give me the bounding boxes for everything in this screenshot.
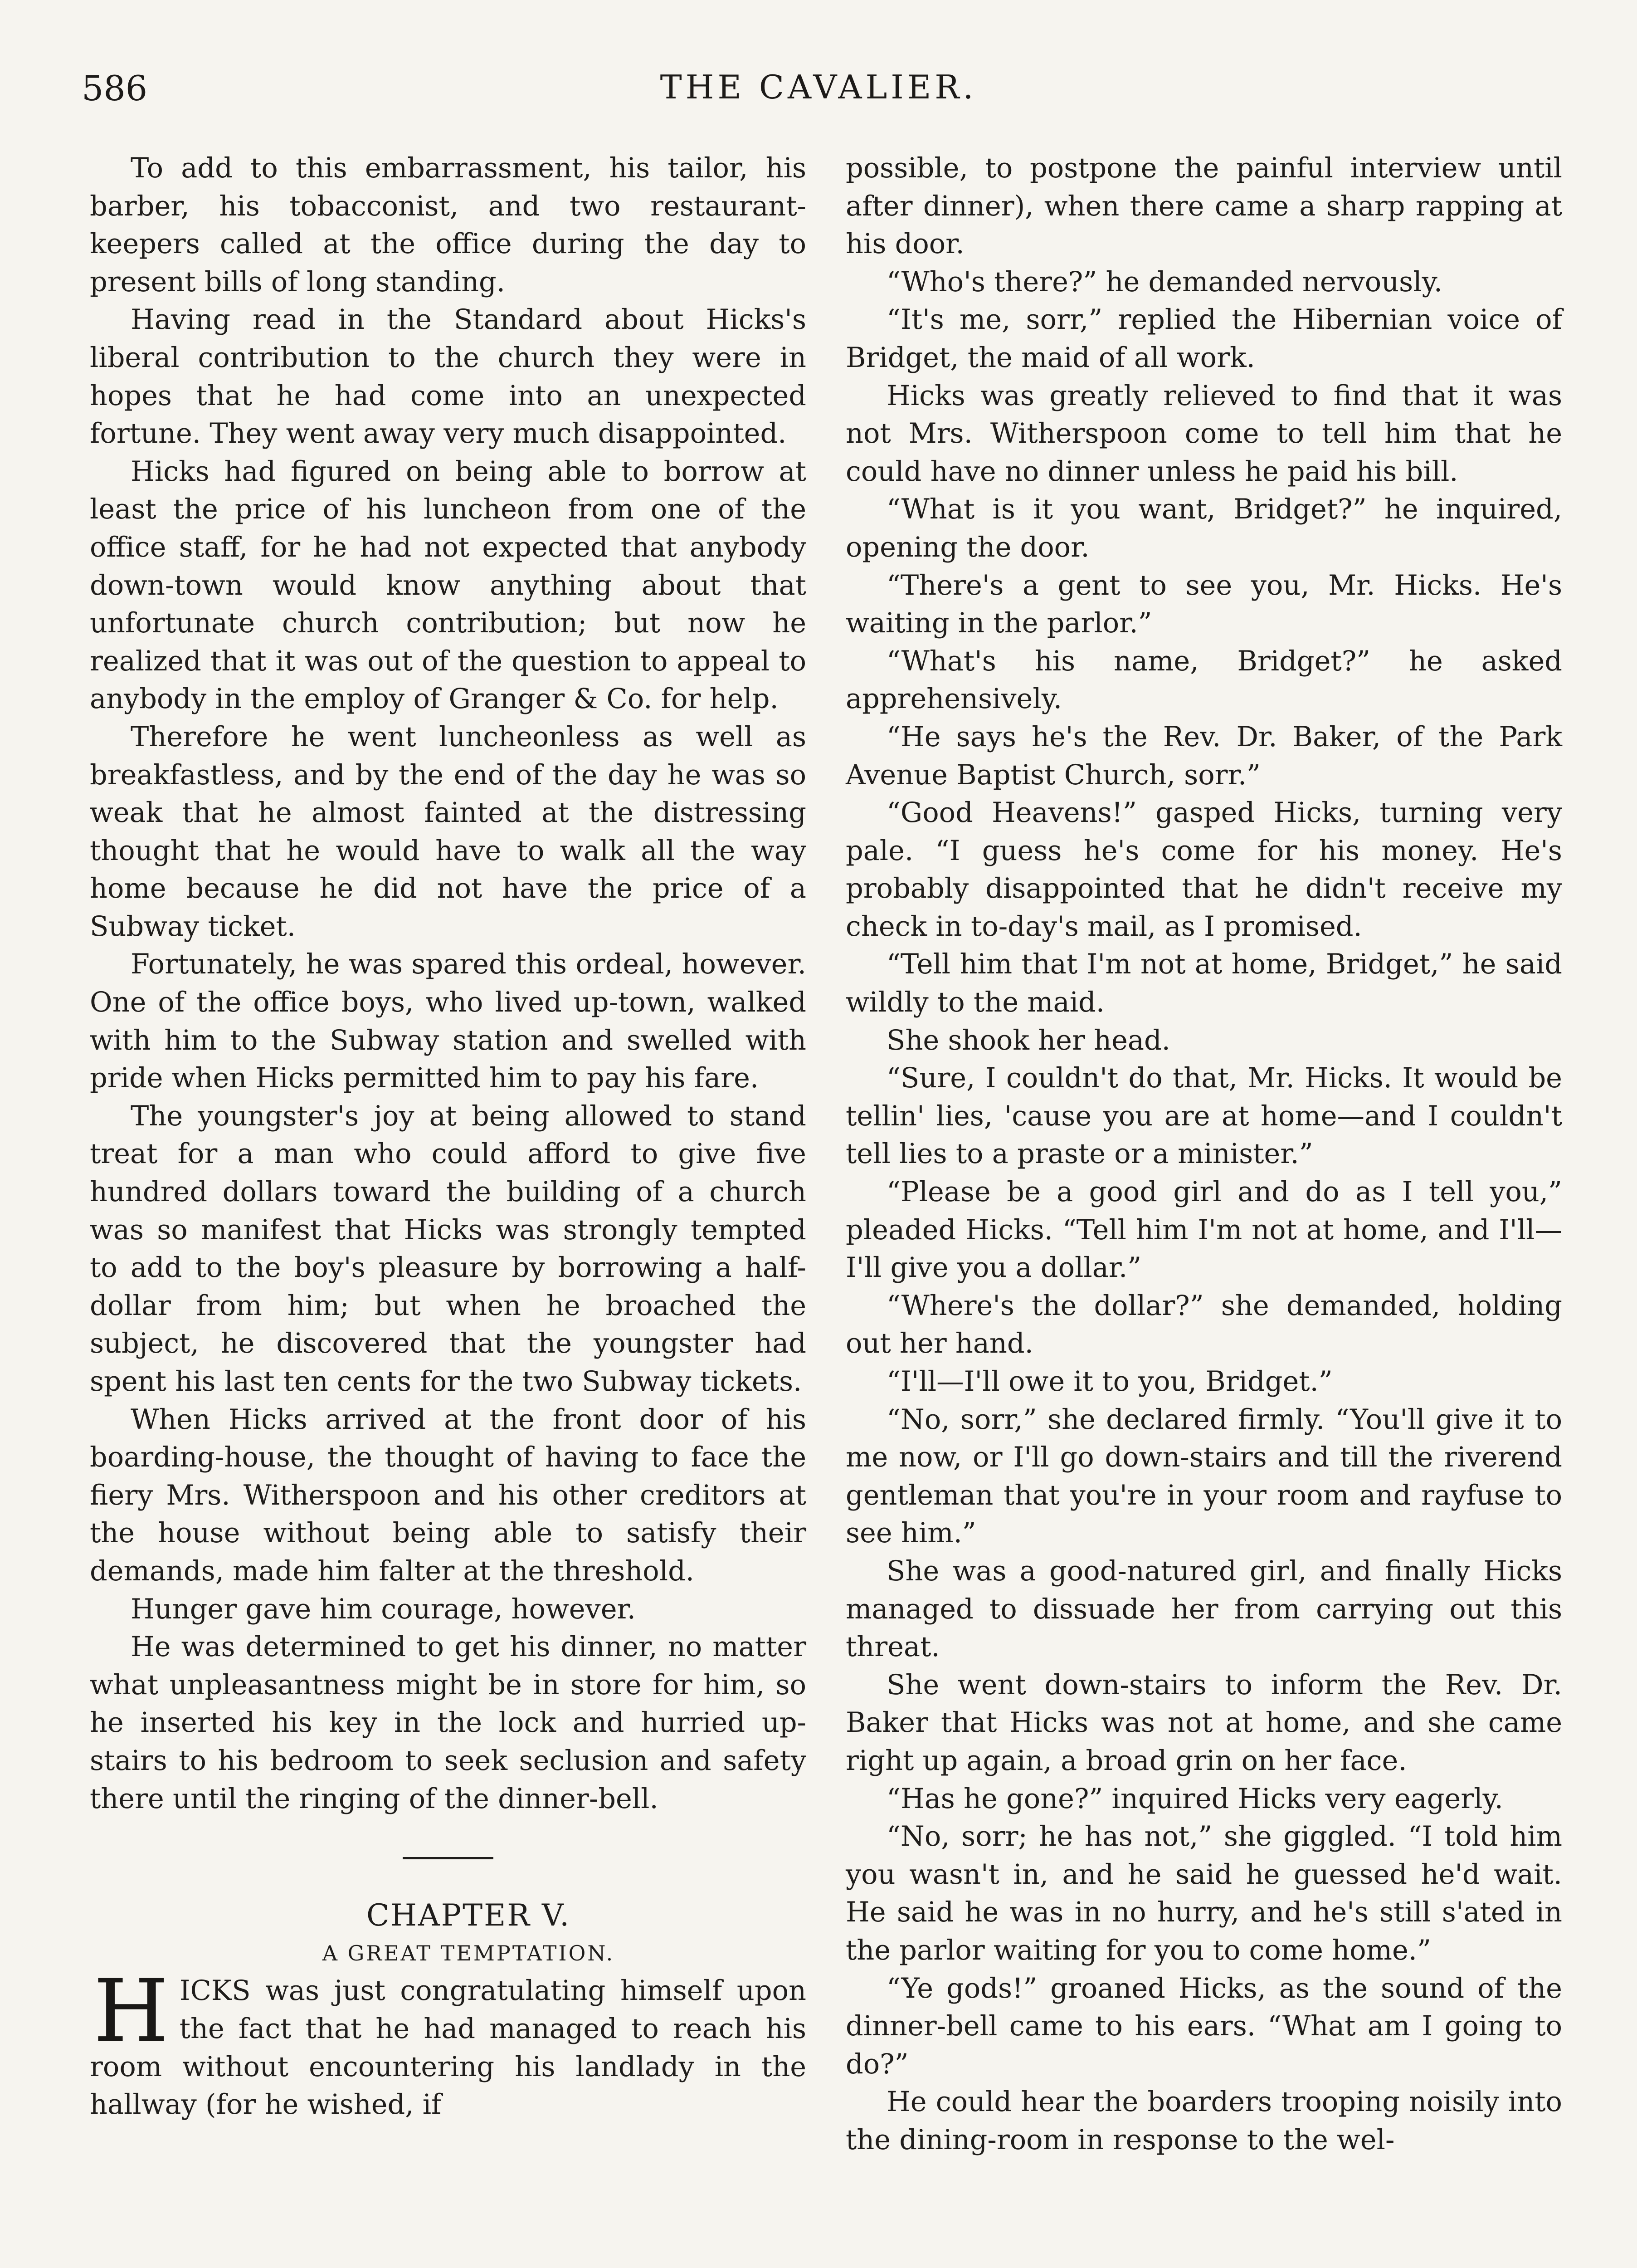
paragraph: Hicks had figured on being able to borrow at least the price of his luncheon from one of the office staff, for he had not expected that anybody down-town would know anything about that unfortunate church contribution; but now he realized that it was out of the question to appeal to anybody in the employ of Granger & Co. for help. bbox=[90, 455, 806, 715]
page-number: 586 bbox=[82, 68, 148, 108]
chapter-opening-text: ICKS was just congratulating himself upon the fact that he had managed to reach his room without encountering his landlady in the hallway (for he wished, if bbox=[90, 1975, 806, 2121]
paragraph: “Has he gone?” inquired Hicks very eagerly. bbox=[887, 1783, 1503, 1815]
paragraph: Hicks was greatly relieved to find that it was not Mrs. Witherspoon come to tell him that he could have no dinner unless he paid his bill. bbox=[846, 380, 1562, 488]
paragraph: “He says he's the Rev. Dr. Baker, of the Park Avenue Baptist Church, sorr.” bbox=[846, 721, 1562, 791]
paragraph: Having read in the Standard about Hicks's liberal contribution to the church they were in hopes that he had come into an unexpected fortune. They went away very much disappointed. bbox=[90, 304, 806, 450]
paragraph: She shook her head. bbox=[887, 1024, 1170, 1056]
page-header bbox=[82, 68, 1555, 118]
paragraph: The youngster's joy at being allowed to stand treat for a man who could afford to give five hundred dollars toward the building of a church was so manifest that Hicks was strongly tempted to add to the boy's pleasure by borrowing a half-dollar from him; but when he broached the subject, he discovered that the youngster had spent his last ten cents for the two Subway tickets. bbox=[90, 1100, 806, 1398]
paragraph: Fortunately, he was spared this ordeal, however. One of the office boys, who lived up-town, walked with him to the Subway station and swelled with pride when Hicks permitted him to pay his fare. bbox=[90, 948, 806, 1095]
paragraph: She was a good-natured girl, and finally Hicks managed to dissuade her from carrying out this threat. bbox=[846, 1555, 1562, 1663]
paragraph: “Please be a good girl and do as I tell you,” pleaded Hicks. “Tell him I'm not at home, and I'll—I'll give you a dollar.” bbox=[846, 1176, 1562, 1284]
paragraph: To add to this embarrassment, his tailor, his barber, his tobacconist, and two restaurant-keepers called at the office during the day to present bills of long standing. bbox=[90, 152, 806, 298]
paragraph: “No, sorr; he has not,” she giggled. “I told him you wasn't in, and he said he guessed he'd wait. He said he was in no hurry, and he's still s'ated in the parlor waiting for you to come home.” bbox=[846, 1821, 1562, 1966]
drop-cap: H bbox=[93, 1961, 169, 2062]
paragraph: She went down-stairs to inform the Rev. Dr. Baker that Hicks was not at home, and she came right up again, a broad grin on her face. bbox=[846, 1669, 1562, 1777]
left-column bbox=[90, 150, 806, 2124]
paragraph: Hunger gave him courage, however. bbox=[131, 1593, 636, 1625]
paragraph: He could hear the boarders trooping noisily into the dining-room in response to the wel- bbox=[846, 2086, 1562, 2156]
paragraph: possible, to postpone the painful interview until after dinner), when there came a sharp rapping at his door. bbox=[846, 152, 1562, 260]
paragraph: “Good Heavens!” gasped Hicks, turning very pale. “I guess he's come for his money. He's probably disappointed that he didn't receive my check in to-day's mail, as I promised. bbox=[846, 797, 1562, 943]
paragraph: “What is it you want, Bridget?” he inquired, opening the door. bbox=[846, 494, 1562, 563]
paragraph: Therefore he went luncheonless as well as breakfastless, and by the end of the day he was so weak that he almost fainted at the distressing thought that he would have to walk all the way home because he did not have the price of a Subway ticket. bbox=[90, 721, 806, 943]
right-column bbox=[846, 150, 1562, 2159]
paragraph: He was determined to get his dinner, no matter what unpleasantness might be in store for him, so he inserted his key in the lock and hurried up-stairs to his bedroom to seek seclusion and safety there until the ringing of the dinner-bell. bbox=[90, 1631, 806, 1815]
chapter-subtitle: A GREAT TEMPTATION. bbox=[322, 1941, 615, 1965]
running-head: THE CAVALIER. bbox=[660, 68, 977, 106]
paragraph: “What's his name, Bridget?” he asked apprehensively. bbox=[846, 645, 1562, 715]
paragraph: “No, sorr,” she declared firmly. “You'll give it to me now, or I'll go down-stairs and till the riverend gentleman that you're in your room and rayfuse to see him.” bbox=[846, 1403, 1562, 1549]
chapter-opening-paragraph bbox=[90, 1961, 806, 2124]
paragraph: “Where's the dollar?” she demanded, holding out her hand. bbox=[846, 1290, 1562, 1360]
paragraph: “Ye gods!” groaned Hicks, as the sound of the dinner-bell came to his ears. “What am I going to do?” bbox=[846, 1972, 1562, 2080]
paragraph: “It's me, sorr,” replied the Hibernian voice of Bridget, the maid of all work. bbox=[846, 304, 1562, 374]
paragraph: When Hicks arrived at the front door of his boarding-house, the thought of having to face the fiery Mrs. Witherspoon and his other creditors at the house without being able to satisfy their demands, made him falter at the threshold. bbox=[90, 1403, 806, 1587]
paragraph: “Who's there?” he demanded nervously. bbox=[887, 266, 1442, 298]
paragraph: “There's a gent to see you, Mr. Hicks. He's waiting in the parlor.” bbox=[846, 569, 1562, 640]
paragraph: “I'll—I'll owe it to you, Bridget.” bbox=[887, 1366, 1333, 1398]
section-divider bbox=[403, 1857, 493, 1859]
chapter-title: CHAPTER V. bbox=[366, 1898, 571, 1933]
paragraph: “Tell him that I'm not at home, Bridget,” he said wildly to the maid. bbox=[846, 948, 1562, 1019]
paragraph: “Sure, I couldn't do that, Mr. Hicks. It would be tellin' lies, 'cause you are at home—and I couldn't tell lies to a praste or a minister.” bbox=[846, 1062, 1562, 1170]
